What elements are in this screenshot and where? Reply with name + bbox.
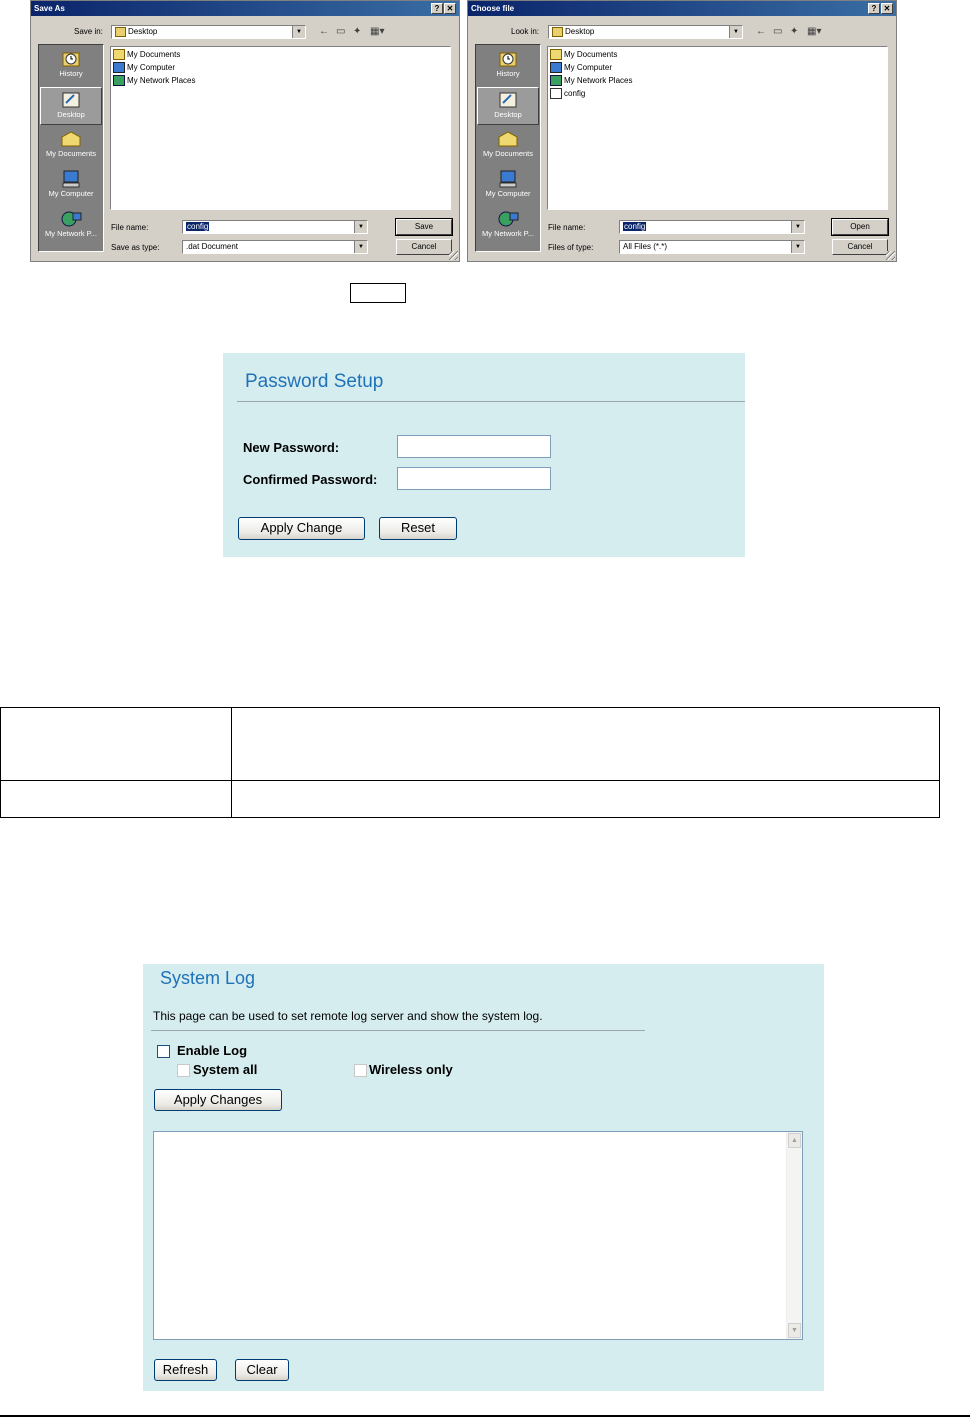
chevron-down-icon[interactable]: ▼ bbox=[354, 221, 367, 233]
network-icon bbox=[550, 75, 562, 86]
chevron-down-icon[interactable]: ▼ bbox=[729, 26, 742, 38]
resize-grip[interactable] bbox=[886, 251, 895, 260]
file-type-select[interactable] bbox=[182, 240, 368, 254]
up-folder-icon[interactable]: ▭ bbox=[773, 26, 783, 37]
computer-icon bbox=[113, 62, 125, 73]
page-title: Password Setup bbox=[245, 371, 384, 392]
filename-value: config bbox=[187, 222, 209, 231]
folder-icon bbox=[113, 49, 125, 60]
type-label: Files of type: bbox=[548, 243, 594, 252]
place-my-computer[interactable]: My Computer bbox=[477, 167, 539, 205]
type-label: Save as type: bbox=[111, 243, 160, 252]
place-history[interactable]: History bbox=[477, 47, 539, 85]
location-combo[interactable] bbox=[111, 25, 306, 39]
close-button[interactable]: ✕ bbox=[444, 3, 456, 14]
network-places-icon bbox=[60, 210, 82, 228]
reset-button[interactable]: Reset bbox=[379, 517, 457, 540]
view-menu-icon[interactable]: ▦▾ bbox=[370, 26, 385, 37]
wireless-only-checkbox[interactable] bbox=[354, 1064, 367, 1077]
wireless-only-label: Wireless only bbox=[369, 1062, 453, 1077]
place-history[interactable]: History bbox=[40, 47, 102, 85]
place-desktop[interactable]: Desktop bbox=[40, 87, 102, 125]
list-item[interactable]: My Computer bbox=[113, 62, 175, 74]
refresh-button[interactable]: Refresh bbox=[154, 1359, 217, 1381]
dialog-title: Save As bbox=[31, 1, 459, 16]
apply-change-button[interactable]: Apply Change bbox=[238, 517, 365, 540]
filename-input[interactable] bbox=[619, 220, 805, 234]
folder-icon bbox=[552, 27, 563, 37]
confirm-password-label: Confirmed Password: bbox=[243, 472, 378, 487]
scroll-down-icon[interactable]: ▼ bbox=[788, 1323, 801, 1338]
location-value: Desktop bbox=[565, 27, 595, 36]
place-network[interactable]: My Network P... bbox=[477, 207, 539, 245]
my-documents-icon bbox=[60, 130, 82, 148]
list-item[interactable]: config bbox=[550, 88, 585, 100]
filename-label: File name: bbox=[548, 223, 586, 232]
password-setup-panel bbox=[223, 353, 745, 557]
place-desktop[interactable]: Desktop bbox=[477, 87, 539, 125]
choose-file-dialog bbox=[467, 0, 897, 262]
save-button[interactable]: Save bbox=[396, 219, 452, 235]
table-cell bbox=[1, 708, 232, 781]
chevron-down-icon[interactable]: ▼ bbox=[292, 26, 305, 38]
network-icon bbox=[113, 75, 125, 86]
resize-grip[interactable] bbox=[449, 251, 458, 260]
list-item[interactable]: My Documents bbox=[550, 49, 617, 61]
page-title: System Log bbox=[160, 968, 256, 988]
folder-icon bbox=[115, 27, 126, 37]
place-my-documents[interactable]: My Documents bbox=[477, 127, 539, 165]
my-computer-icon bbox=[60, 170, 82, 188]
table-row bbox=[1, 708, 940, 781]
list-item[interactable]: My Computer bbox=[550, 62, 612, 74]
page-description: This page can be used to set remote log server and show the system log. bbox=[153, 1009, 543, 1023]
system-all-checkbox[interactable] bbox=[177, 1064, 190, 1077]
file-type-value: .dat Document bbox=[186, 242, 239, 251]
apply-changes-button[interactable]: Apply Changes bbox=[154, 1089, 282, 1111]
system-all-label: System all bbox=[193, 1062, 258, 1077]
folder-icon bbox=[550, 49, 562, 60]
log-textarea[interactable] bbox=[153, 1131, 803, 1340]
cancel-button[interactable]: Cancel bbox=[832, 239, 888, 255]
file-list[interactable] bbox=[547, 46, 888, 210]
empty-box bbox=[350, 283, 406, 303]
confirm-password-field[interactable] bbox=[397, 467, 551, 490]
scroll-up-icon[interactable]: ▲ bbox=[788, 1133, 801, 1148]
footer-divider bbox=[0, 1415, 970, 1417]
close-button[interactable]: ✕ bbox=[881, 3, 893, 14]
network-places-icon bbox=[497, 210, 519, 228]
file-icon bbox=[550, 88, 562, 99]
location-combo[interactable] bbox=[548, 25, 743, 39]
help-button[interactable]: ? bbox=[431, 3, 443, 14]
my-computer-icon bbox=[497, 170, 519, 188]
up-folder-icon[interactable]: ▭ bbox=[336, 26, 346, 37]
divider bbox=[237, 401, 745, 402]
chevron-down-icon[interactable]: ▼ bbox=[791, 241, 804, 253]
history-icon bbox=[497, 50, 519, 68]
filename-value: config bbox=[624, 222, 646, 231]
back-arrow-icon[interactable]: ← bbox=[756, 26, 766, 37]
history-icon bbox=[60, 50, 82, 68]
places-bar bbox=[38, 44, 104, 252]
place-network[interactable]: My Network P... bbox=[40, 207, 102, 245]
save-as-dialog bbox=[30, 0, 460, 262]
new-password-label: New Password: bbox=[243, 440, 340, 455]
clear-button[interactable]: Clear bbox=[235, 1359, 289, 1381]
file-type-value: All Files (*.*) bbox=[623, 242, 668, 251]
back-arrow-icon[interactable]: ← bbox=[319, 26, 329, 37]
empty-table bbox=[0, 707, 940, 818]
table-row bbox=[1, 781, 940, 818]
enable-log-checkbox[interactable] bbox=[157, 1045, 170, 1058]
new-password-field[interactable] bbox=[397, 435, 551, 458]
my-documents-icon bbox=[497, 130, 519, 148]
chevron-down-icon[interactable]: ▼ bbox=[354, 241, 367, 253]
location-label: Look in: bbox=[511, 27, 540, 36]
help-button[interactable]: ? bbox=[868, 3, 880, 14]
view-menu-icon[interactable]: ▦▾ bbox=[807, 26, 822, 37]
place-my-documents[interactable]: My Documents bbox=[40, 127, 102, 165]
table-cell bbox=[1, 781, 232, 818]
cancel-button[interactable]: Cancel bbox=[396, 239, 452, 255]
file-type-select[interactable] bbox=[619, 240, 805, 254]
filename-label: File name: bbox=[111, 223, 149, 232]
desktop-icon bbox=[497, 91, 519, 109]
computer-icon bbox=[550, 62, 562, 73]
list-item[interactable]: My Documents bbox=[113, 49, 180, 61]
table-cell bbox=[232, 781, 940, 818]
file-list[interactable] bbox=[110, 46, 451, 210]
list-item[interactable]: My Network Places bbox=[113, 75, 195, 87]
table-cell bbox=[232, 708, 940, 781]
list-item[interactable]: My Network Places bbox=[550, 75, 632, 87]
new-folder-icon[interactable]: ✦ bbox=[353, 26, 362, 37]
new-folder-icon[interactable]: ✦ bbox=[790, 26, 799, 37]
desktop-icon bbox=[60, 91, 82, 109]
chevron-down-icon[interactable]: ▼ bbox=[791, 221, 804, 233]
filename-input[interactable] bbox=[182, 220, 368, 234]
open-button[interactable]: Open bbox=[832, 219, 888, 235]
place-my-computer[interactable]: My Computer bbox=[40, 167, 102, 205]
enable-log-label: Enable Log bbox=[177, 1043, 248, 1058]
dialog-title: Choose file bbox=[468, 1, 896, 16]
places-bar bbox=[475, 44, 541, 252]
location-value: Desktop bbox=[128, 27, 158, 36]
location-label: Save in: bbox=[74, 27, 103, 36]
scrollbar[interactable] bbox=[786, 1132, 802, 1339]
divider bbox=[151, 1030, 645, 1031]
